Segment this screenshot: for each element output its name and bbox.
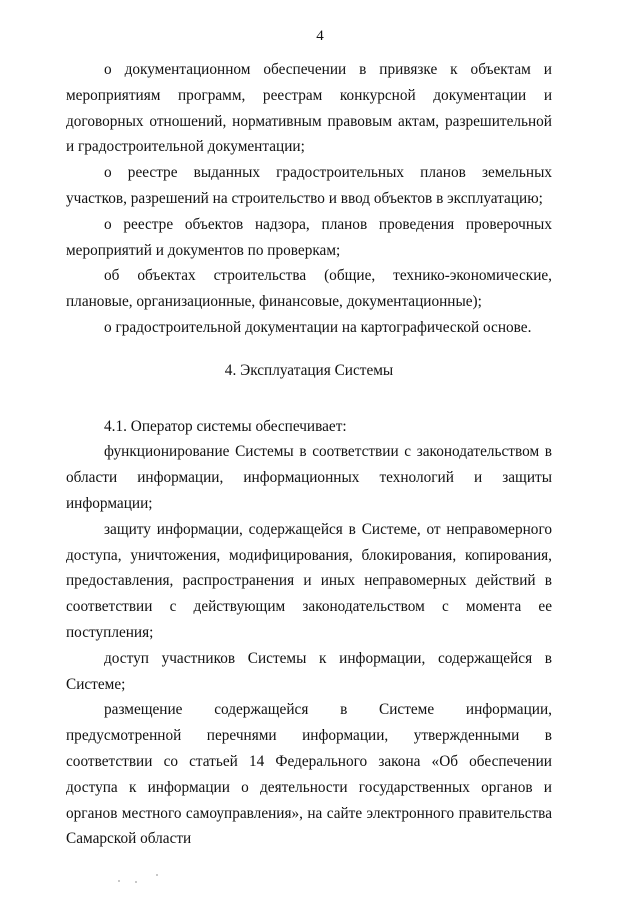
page-number: 4 bbox=[316, 28, 324, 44]
paragraph-information-publication: размещение содержащейся в Системе информации, предусмотренной перечнями информации, утвержденными в соответствии со статьей 14 Федерального закона «Об обеспечении доступа к информации о деятельности государственных органов и органов местного самоуправления», на сайте электронного правительства Самарской области bbox=[66, 701, 552, 848]
paragraph-information-protection: защиту информации, содержащейся в Системе, от неправомерного доступа, уничтожения, модифицирования, блокирования, копирования, предоставления, распространения и иных неправомерных действий в соответствии с действующим законодательством с момента ее поступления; bbox=[66, 520, 552, 641]
paragraph-construction-objects: об объектах строительства (общие, технико-экономические, плановые, организационные, финансовые, документационные); bbox=[66, 267, 552, 311]
paragraph-participant-access: доступ участников Системы к информации, содержащейся в Системе; bbox=[66, 649, 552, 693]
scan-artifact bbox=[118, 872, 178, 892]
paragraph-cartographic-docs: о градостроительной документации на картографической основе. bbox=[104, 318, 532, 336]
paragraph-operator-duties-intro: 4.1. Оператор системы обеспечивает: bbox=[104, 417, 347, 435]
paragraph-supervision-registry: о реестре объектов надзора, планов проведения проверочных мероприятий и документов по проверкам; bbox=[66, 215, 552, 259]
section-heading: 4. Эксплуатация Системы bbox=[224, 361, 394, 379]
paragraph-system-functioning: функционирование Системы в соответствии с законодательством в области информации, информационных технологий и защиты информации; bbox=[66, 443, 552, 512]
paragraph-urban-plans-registry: о реестре выданных градостроительных планов земельных участков, разрешений на строительство и ввод объектов в эксплуатацию; bbox=[66, 164, 552, 207]
paragraph-documentation-support: о документационном обеспечении в привязке к объектам и мероприятиям программ, реестрам конкурсной документации и договорных отношений, нормативным правовым актам, разрешительной и градостроительной документации; bbox=[66, 61, 552, 156]
document-body bbox=[66, 57, 552, 852]
